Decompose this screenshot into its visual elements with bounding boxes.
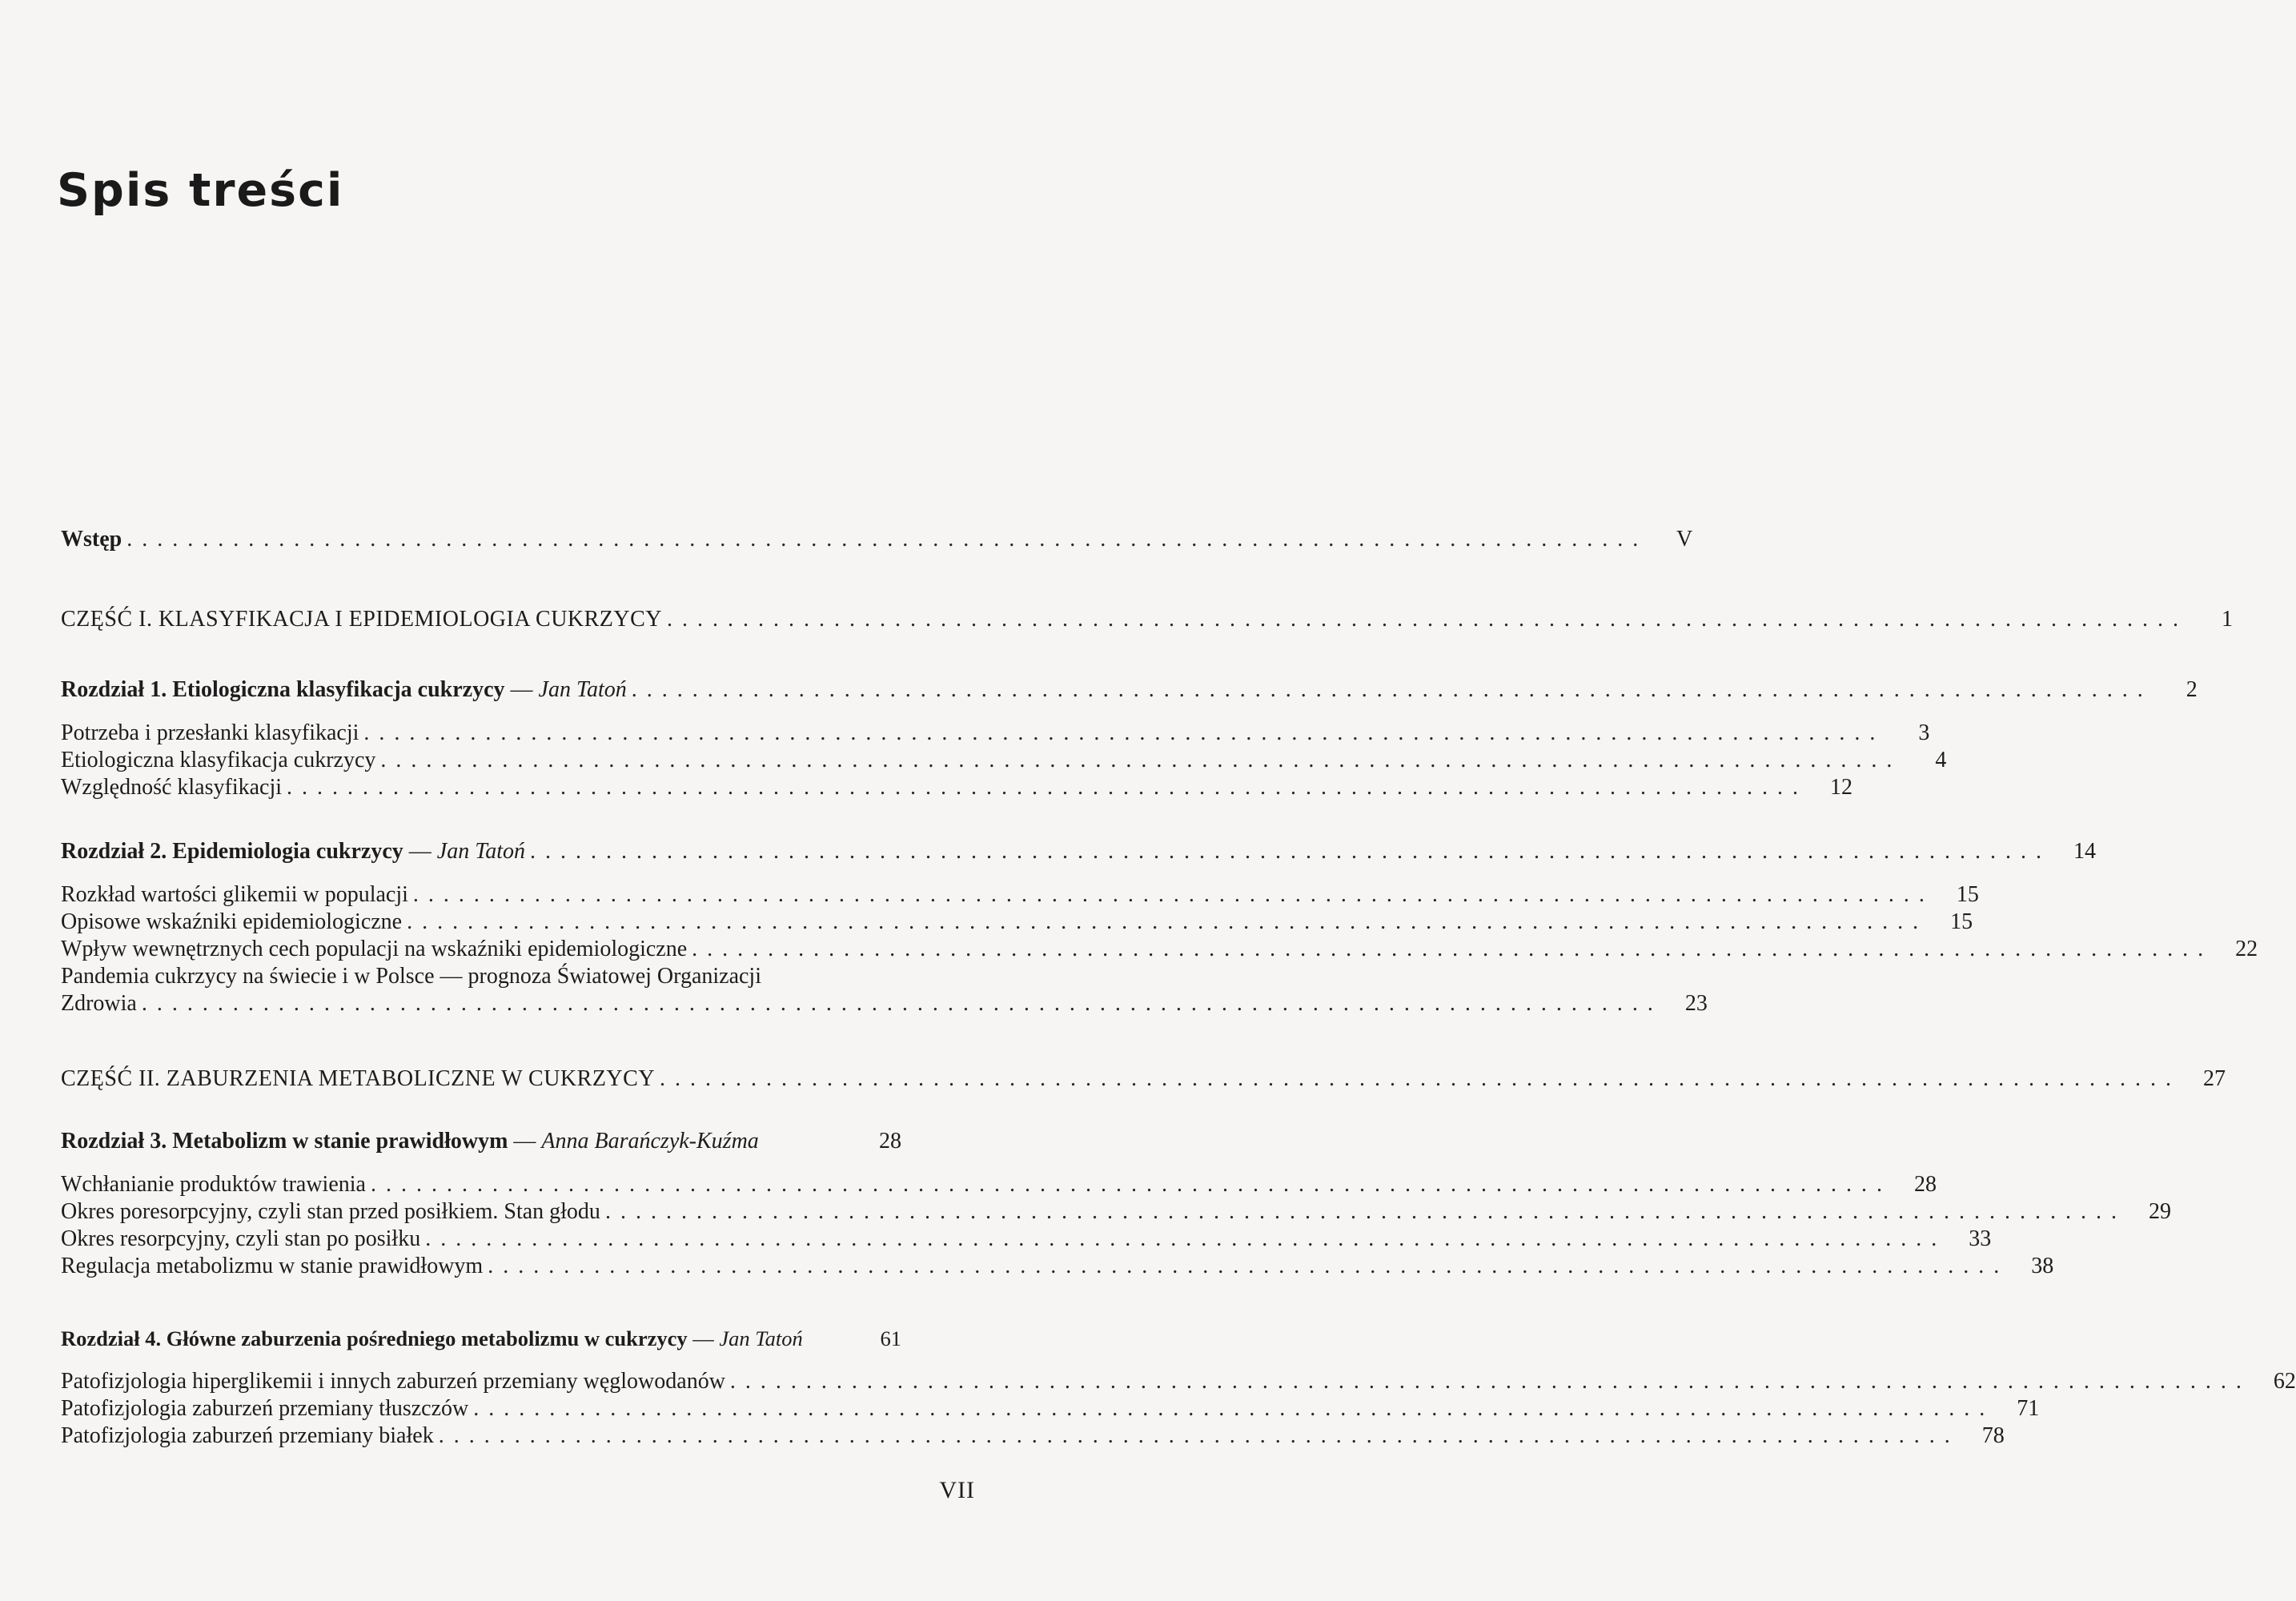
- toc-entry-section[interactable]: [61, 1170, 1937, 1199]
- chapter-author: Jan Tatoń: [538, 677, 627, 702]
- chapter-title: Rozdział 1. Etiologiczna klasyfikacja cukrzycy: [61, 677, 505, 702]
- toc-entry-section[interactable]: [61, 935, 2258, 964]
- leader-dots: ....................................................................................................: [667, 607, 2189, 632]
- toc-entry-chapter-4[interactable]: [61, 1324, 901, 1353]
- toc-entry-chapter-3[interactable]: [61, 1127, 901, 1156]
- chapter-title: Rozdział 4. Główne zaburzenia pośredniego metabolizmu w cukrzycy: [61, 1326, 688, 1350]
- toc-entry-label: Pandemia cukrzycy na świecie i w Polsce — prognoza Światowej Organizacji: [61, 964, 761, 989]
- toc-entry-page: 15: [1956, 882, 1979, 907]
- toc-entry-section[interactable]: [61, 773, 1853, 802]
- toc-entry-label: Wchłanianie produktów trawienia: [61, 1172, 366, 1197]
- toc-entry-label: Wstęp: [61, 527, 122, 552]
- toc-entry-label: Rozdział 2. Epidemiologia cukrzycy — Jan Tatoń: [61, 839, 525, 864]
- toc-entry-page: 14: [2073, 839, 2096, 864]
- toc-entry-section[interactable]: [61, 908, 1973, 937]
- toc-entry-label: Rozdział 1. Etiologiczna klasyfikacja cukrzycy — Jan Tatoń: [61, 677, 627, 702]
- toc-entry-page: 33: [1969, 1226, 1992, 1251]
- leader-dots: ....................................................................................................: [660, 1066, 2182, 1091]
- toc-entry-label: Etiologiczna klasyfikacja cukrzycy: [61, 748, 376, 772]
- toc-entry-label: Zdrowia: [61, 991, 137, 1016]
- leader-dots: ....................................................................................................: [488, 1254, 2009, 1278]
- toc-entry-label: Potrzeba i przesłanki klasyfikacji: [61, 720, 359, 745]
- chapter-title: Rozdział 2. Epidemiologia cukrzycy: [61, 839, 403, 864]
- toc-entry-page: 61: [880, 1326, 901, 1350]
- toc-entry-part-1[interactable]: [61, 605, 2234, 634]
- toc-entry-label: Rozdział 4. Główne zaburzenia pośredniego metabolizmu w cukrzycy — Jan Tatoń: [61, 1326, 803, 1350]
- toc-entry-page: 2: [2186, 677, 2198, 702]
- toc-entry-page: 28: [1913, 1172, 1937, 1197]
- toc-entry-section[interactable]: [61, 1225, 1992, 1254]
- leader-dots: ....................................................................................................: [425, 1226, 1947, 1251]
- toc-entry-section[interactable]: [61, 1367, 2296, 1396]
- toc-entry-page: 28: [879, 1129, 901, 1154]
- leader-dots: ....................................................................................................: [692, 937, 2214, 961]
- toc-entry-page: 23: [1684, 991, 1708, 1016]
- leader-dots: ....................................................................................................: [126, 527, 1648, 552]
- leader-dots: ....................................................................................................: [473, 1396, 1995, 1421]
- toc-entry-page: 15: [1950, 909, 1973, 934]
- toc-entry-page: 1: [2222, 607, 2234, 632]
- toc-entry-label: Rozdział 3. Metabolizm w stanie prawidłowym — Anna Barańczyk-Kuźma: [61, 1129, 759, 1154]
- toc-entry-page: 22: [2235, 937, 2258, 961]
- toc-entry-label: CZĘŚĆ I. KLASYFIKACJA I EPIDEMIOLOGIA CUKRZYCY: [61, 607, 663, 632]
- toc-entry-label: Regulacja metabolizmu w stanie prawidłowym: [61, 1254, 484, 1278]
- toc-entry-chapter-1[interactable]: [61, 676, 2198, 704]
- toc-entry-section[interactable]: [61, 1252, 2054, 1281]
- toc-entry-section[interactable]: [61, 989, 1708, 1018]
- toc-entry-page: 3: [1918, 720, 1930, 745]
- toc-entry-page: 38: [2031, 1254, 2054, 1278]
- toc-entry-label: CZĘŚĆ II. ZABURZENIA METABOLICZNE W CUKRZYCY: [61, 1066, 656, 1091]
- toc-entry-page: 62: [2273, 1369, 2296, 1394]
- leader-dots: ....................................................................................................: [380, 748, 1902, 772]
- toc-entry-page: V: [1676, 527, 1693, 552]
- toc-entry-section[interactable]: [61, 1422, 2005, 1451]
- toc-entry-label: Rozkład wartości glikemii w populacji: [61, 882, 408, 907]
- toc-entry-page: 29: [2148, 1199, 2171, 1224]
- toc-entry-label: Okres resorpcyjny, czyli stan po posiłku: [61, 1226, 421, 1251]
- chapter-author: Anna Barańczyk-Kuźma: [541, 1129, 759, 1154]
- toc-entry-label: Wpływ wewnętrznych cech populacji na wskaźniki epidemiologiczne: [61, 937, 688, 961]
- leader-dots: ....................................................................................................: [529, 839, 2051, 864]
- leader-dots: ....................................................................................................: [604, 1199, 2126, 1224]
- leader-dots: ....................................................................................................: [438, 1423, 1960, 1448]
- chapter-author: Jan Tatoń: [436, 839, 525, 864]
- toc-entry-part-2[interactable]: [61, 1065, 2226, 1093]
- leader-dots: ....................................................................................................: [412, 882, 1934, 907]
- toc-entry-section[interactable]: [61, 719, 1930, 748]
- leader-dots: ....................................................................................................: [407, 909, 1929, 934]
- toc-entry-label: Okres poresorpcyjny, czyli stan przed posiłkiem. Stan głodu: [61, 1199, 600, 1224]
- toc-entry-page: 4: [1935, 748, 1947, 772]
- chapter-author: Jan Tatoń: [719, 1326, 803, 1350]
- leader-dots: ....................................................................................................: [287, 775, 1808, 800]
- leader-dots: ....................................................................................................: [729, 1369, 2251, 1394]
- toc-entry-label: Patofizjologia hiperglikemii i innych zaburzeń przemiany węglowodanów: [61, 1369, 725, 1394]
- toc-entry-label: Patofizjologia zaburzeń przemiany białek: [61, 1423, 434, 1448]
- toc-entry-label: Patofizjologia zaburzeń przemiany tłuszczów: [61, 1396, 469, 1421]
- toc-entry-chapter-2[interactable]: [61, 837, 2096, 866]
- toc-entry-label: Względność klasyfikacji: [61, 775, 283, 800]
- toc-entry-page: 12: [1830, 775, 1853, 800]
- toc-entry-section[interactable]: [61, 881, 1979, 909]
- page-number: VII: [939, 1477, 975, 1503]
- toc-entry-page: 71: [2017, 1396, 2040, 1421]
- toc-entry-section[interactable]: [61, 1394, 2040, 1423]
- toc-entry-preface[interactable]: [61, 525, 1693, 554]
- leader-dots: ....................................................................................................: [363, 720, 1885, 745]
- leader-dots: ....................................................................................................: [631, 677, 2153, 702]
- toc-entry-page: 78: [1981, 1423, 2005, 1448]
- toc-entry-section[interactable]: [61, 962, 901, 991]
- page-title: Spis treści: [57, 164, 344, 217]
- toc-entry-section[interactable]: [61, 1198, 2171, 1226]
- chapter-title: Rozdział 3. Metabolizm w stanie prawidłowym: [61, 1129, 508, 1154]
- leader-dots: ....................................................................................................: [370, 1172, 1892, 1197]
- toc-entry-page: 27: [2203, 1066, 2226, 1091]
- toc-entry-label: Opisowe wskaźniki epidemiologiczne: [61, 909, 403, 934]
- leader-dots: ....................................................................................................: [141, 991, 1663, 1016]
- toc-entry-section[interactable]: [61, 746, 1947, 775]
